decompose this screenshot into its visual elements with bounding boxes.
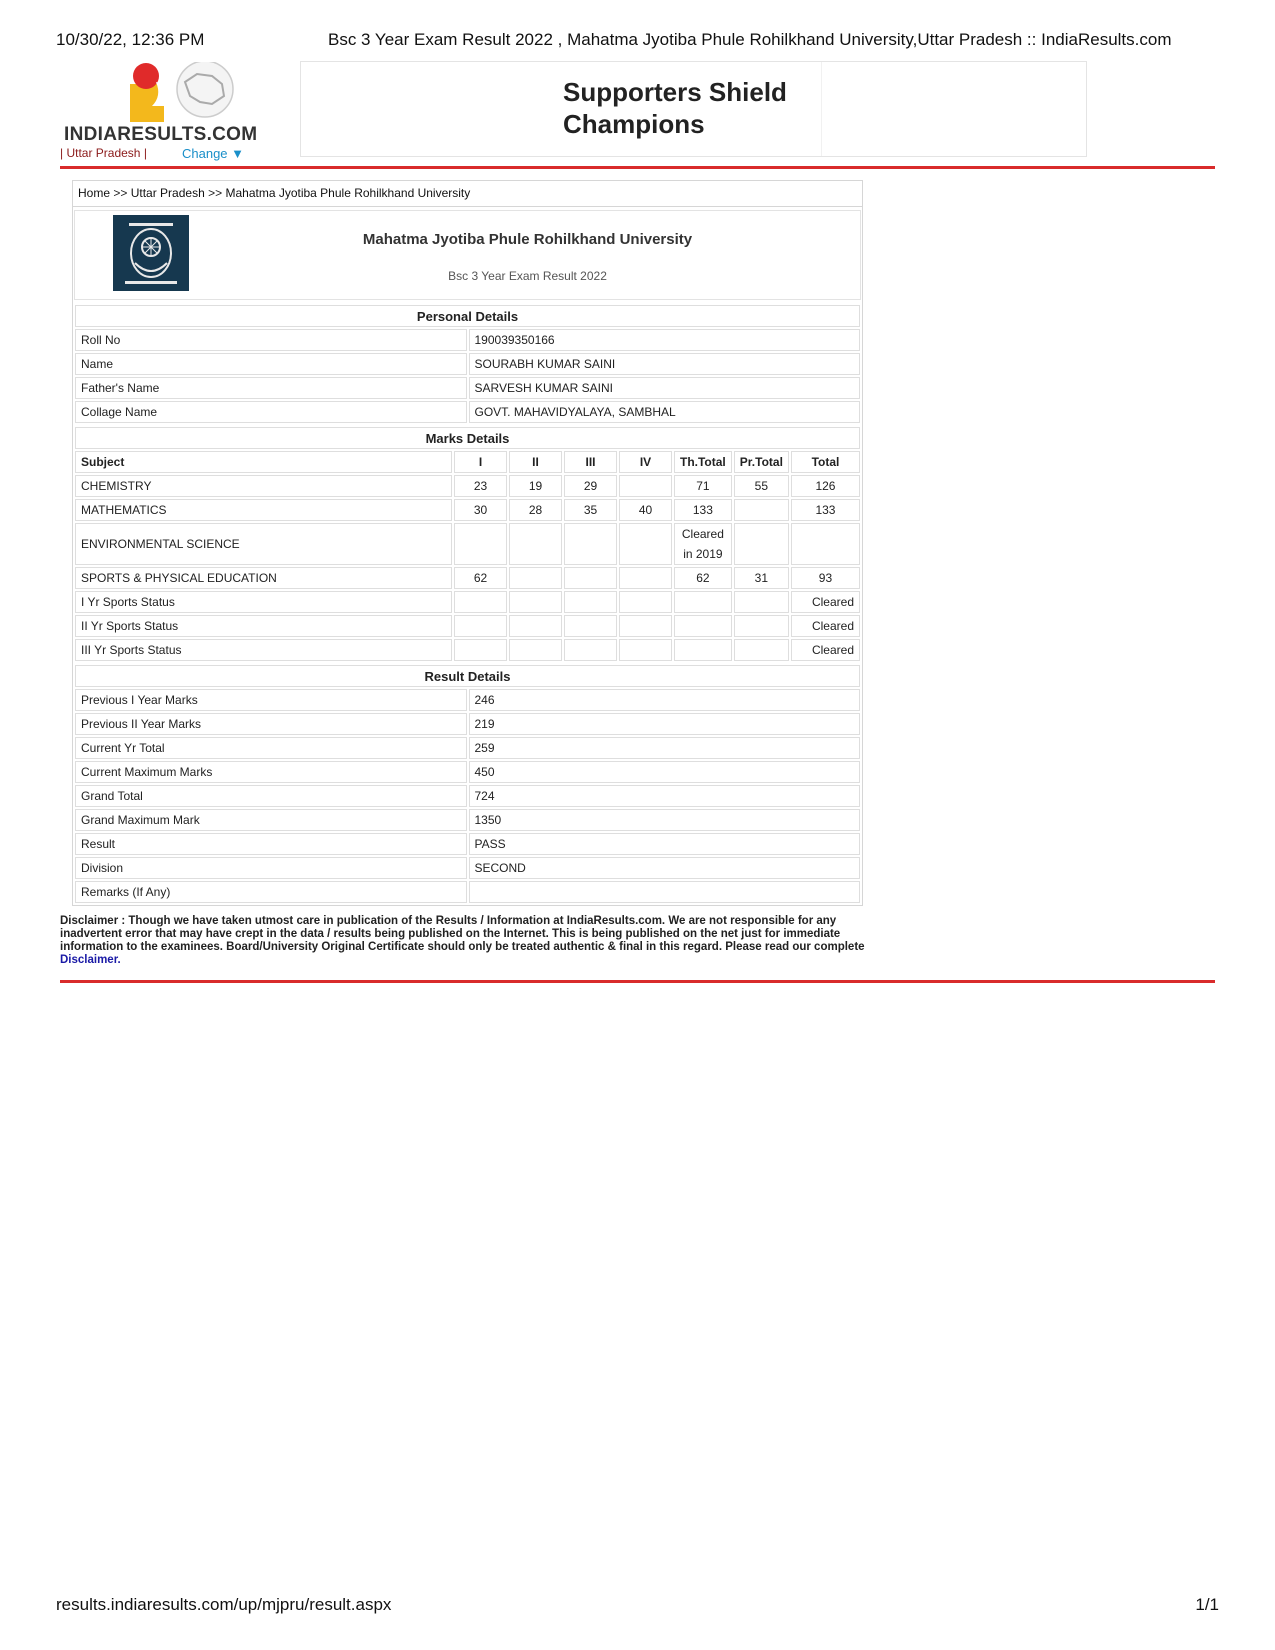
mark-cell [619,567,672,589]
university-seal-icon [113,215,189,291]
field-value: PASS [469,833,861,855]
mark-cell: 133 [791,499,860,521]
column-header: III [564,451,617,473]
column-header: Subject [75,451,452,473]
personal-details-table [73,303,862,425]
mark-cell [619,523,672,565]
mark-cell [509,567,562,589]
print-page-number: 1/1 [1195,1595,1219,1614]
mark-cell [734,523,789,565]
top-divider [60,166,1215,169]
mark-cell: 62 [454,567,507,589]
brand-name: INDIARESULTS.COM [64,124,258,145]
table-row [75,401,860,423]
table-header-row [75,451,860,473]
table-row [75,475,860,497]
subject-name: SPORTS & PHYSICAL EDUCATION [75,567,452,589]
mark-cell [454,523,507,565]
field-label: Name [75,353,467,375]
status-value: Cleared [791,591,860,613]
disclaimer-link[interactable]: Disclaimer. [60,954,121,966]
mark-cell: 28 [509,499,562,521]
column-header: IV [619,451,672,473]
field-label: Result [75,833,467,855]
column-header: Pr.Total [734,451,789,473]
mark-cell [564,567,617,589]
university-header [74,210,861,300]
field-value: 246 [469,689,861,711]
mark-cell: 133 [674,499,732,521]
field-value: 219 [469,713,861,735]
print-page-title: Bsc 3 Year Exam Result 2022 , Mahatma Jyotiba Phule Rohilkhand University,Uttar Pradesh :: IndiaResults.com [328,30,1172,49]
field-label: Collage Name [75,401,467,423]
field-label: Current Maximum Marks [75,761,467,783]
table-row [75,809,860,831]
mark-cell: 55 [734,475,789,497]
table-row [75,329,860,351]
column-header: II [509,451,562,473]
field-label: Remarks (If Any) [75,881,467,903]
field-value: SARVESH KUMAR SAINI [469,377,861,399]
table-row [75,881,860,903]
field-value: GOVT. MAHAVIDYALAYA, SAMBHAL [469,401,861,423]
field-value: 724 [469,785,861,807]
mark-cell: 126 [791,475,860,497]
status-value: Cleared [791,639,860,661]
status-label: II Yr Sports Status [75,615,452,637]
table-row [75,785,860,807]
mark-cell: 30 [454,499,507,521]
subject-name: ENVIRONMENTAL SCIENCE [75,523,452,565]
section-heading: Personal Details [75,305,860,327]
mark-cell: 40 [619,499,672,521]
region-label: | Uttar Pradesh | [60,146,147,160]
table-row [75,377,860,399]
mark-cell: 23 [454,475,507,497]
subject-name: CHEMISTRY [75,475,452,497]
change-region-link[interactable]: Change ▼ [182,146,245,161]
breadcrumb-separator: >> [208,186,223,200]
table-row [75,833,860,855]
field-value: 259 [469,737,861,759]
ad-text-line-2: Champions [563,109,705,139]
mark-cell: 93 [791,567,860,589]
mark-cell: 19 [509,475,562,497]
mark-cell [734,499,789,521]
ad-text-line-1: Supporters Shield [563,77,787,107]
mark-cell [791,523,860,565]
status-value: Cleared [791,615,860,637]
field-value: SECOND [469,857,861,879]
field-value: SOURABH KUMAR SAINI [469,353,861,375]
breadcrumb-university[interactable]: Mahatma Jyotiba Phule Rohilkhand University [225,186,471,200]
disclaimer [60,915,872,967]
field-label: Roll No [75,329,467,351]
table-row [75,523,860,565]
bottom-divider [60,980,1215,983]
ad-blank-area [821,62,1086,156]
section-heading: Marks Details [75,427,860,449]
table-row [75,639,860,661]
disclaimer-text: Disclaimer : Though we have taken utmost care in publication of the Results / Information at IndiaResults.com. We are not responsible for any inadvertent error that may have crept in the data / results being published on the Internet. This is being published on the net just for immediate information to the examinees. Board/University Original Certificate should only be treated authentic & final in this regard. Please read our complete [60,915,865,953]
ad-headline [563,76,803,140]
print-url: results.indiaresults.com/up/mjpru/result.aspx [56,1595,392,1614]
field-label: Previous II Year Marks [75,713,467,735]
mark-cell [509,523,562,565]
breadcrumb-separator: >> [113,186,128,200]
mark-cell: Cleared in 2019 [674,523,732,565]
section-heading: Result Details [75,665,860,687]
marks-details-table [73,425,862,663]
field-label: Grand Maximum Mark [75,809,467,831]
table-row [75,761,860,783]
table-row [75,615,860,637]
exam-name: Bsc 3 Year Exam Result 2022 [448,269,607,283]
column-header: Th.Total [674,451,732,473]
column-header: I [454,451,507,473]
field-value: 190039350166 [469,329,861,351]
field-value: 450 [469,761,861,783]
result-details-table [73,663,862,905]
field-value [469,881,861,903]
advertisement-banner[interactable] [300,61,1087,157]
mark-cell [564,523,617,565]
field-label: Father's Name [75,377,467,399]
site-logo[interactable] [60,62,258,162]
column-header: Total [791,451,860,473]
table-row [75,857,860,879]
print-datetime: 10/30/22, 12:36 PM [56,30,205,49]
indiaresults-logo-icon [62,62,252,124]
breadcrumb-home[interactable]: Home [78,186,111,200]
mark-cell: 35 [564,499,617,521]
mark-cell [619,475,672,497]
field-label: Division [75,857,467,879]
result-panel [72,180,863,906]
field-label: Previous I Year Marks [75,689,467,711]
mark-cell: 31 [734,567,789,589]
mark-cell: 71 [674,475,732,497]
field-label: Current Yr Total [75,737,467,759]
status-label: I Yr Sports Status [75,591,452,613]
table-row [75,567,860,589]
table-row [75,353,860,375]
field-value: 1350 [469,809,861,831]
field-label: Grand Total [75,785,467,807]
breadcrumb-state[interactable]: Uttar Pradesh [130,186,205,200]
mark-cell: 29 [564,475,617,497]
table-row [75,713,860,735]
university-name: Mahatma Jyotiba Phule Rohilkhand University [362,231,693,248]
breadcrumb [73,181,862,207]
subject-name: MATHEMATICS [75,499,452,521]
table-row [75,689,860,711]
table-row [75,499,860,521]
table-row [75,591,860,613]
table-row [75,737,860,759]
mark-cell: 62 [674,567,732,589]
status-label: III Yr Sports Status [75,639,452,661]
